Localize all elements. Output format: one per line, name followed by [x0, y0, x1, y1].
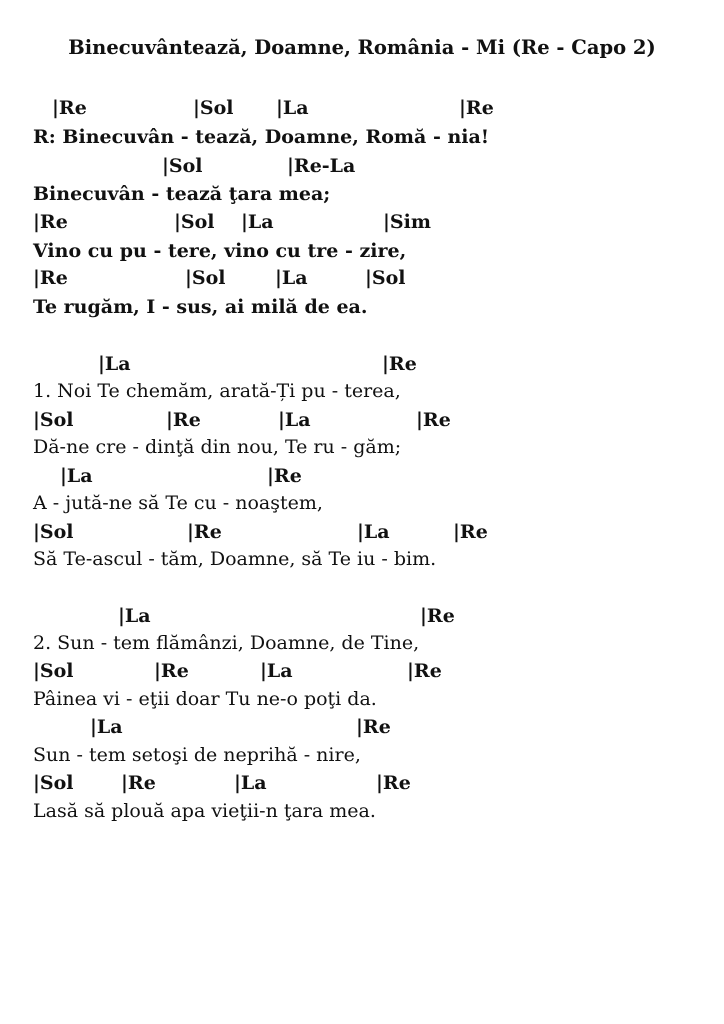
chord: |La — [278, 409, 311, 431]
chord: |La — [118, 605, 151, 627]
song-title: Binecuvântează, Doamne, România - Mi (Re - Capo 2) — [68, 36, 656, 59]
chord: |Sol — [33, 772, 74, 794]
chorus-lyric-line-4 — [0, 296, 724, 323]
chord: |Re — [459, 97, 494, 119]
chord: |La — [60, 465, 93, 487]
verse1-lyric-line-2 — [0, 436, 724, 463]
verse1-chord-line-2 — [0, 409, 724, 436]
chord: |Re — [166, 409, 201, 431]
chord: |Re — [52, 97, 87, 119]
chord: |Sol — [33, 409, 74, 431]
chorus-chord-line-2 — [0, 155, 724, 182]
chorus-lyric-line-2 — [0, 183, 724, 210]
chord: |La — [241, 211, 274, 233]
chord: |La — [90, 716, 123, 738]
chord: |Re — [187, 521, 222, 543]
verse1-chord-line-3 — [0, 465, 724, 492]
lyric-text: Te rugăm, I - sus, ai milă de ea. — [33, 296, 368, 318]
chord: |Re — [382, 353, 417, 375]
chord: |La — [276, 97, 309, 119]
chord: |La — [275, 267, 308, 289]
chord: |Re — [407, 660, 442, 682]
lyric-text: Pâinea vi - eţii doar Tu ne-o poţi da. — [33, 688, 377, 710]
chord: |Sol — [33, 521, 74, 543]
lyric-text: Binecuvân - tează ţara mea; — [33, 183, 331, 205]
verse1-lyric-line-3 — [0, 492, 724, 519]
chord: |Sol — [185, 267, 226, 289]
chord: |Re — [376, 772, 411, 794]
chorus-lyric-line-1 — [0, 126, 724, 153]
lyric-text: A - jută-ne să Te cu - noaştem, — [33, 492, 323, 514]
verse2-lyric-line-1 — [0, 632, 724, 659]
chord: |La — [234, 772, 267, 794]
chord: |La — [357, 521, 390, 543]
chord: |Re — [121, 772, 156, 794]
chorus-chord-line-4 — [0, 267, 724, 294]
verse1-lyric-line-1 — [0, 380, 724, 407]
verse1-lyric-line-4 — [0, 548, 724, 575]
chord: |Re — [356, 716, 391, 738]
verse2-lyric-line-2 — [0, 688, 724, 715]
chord: |Sol — [193, 97, 234, 119]
chord: |Re — [33, 267, 68, 289]
chord: |Sim — [383, 211, 431, 233]
lyric-text: Dă-ne cre - dinţă din nou, Te ru - găm; — [33, 436, 402, 458]
chord: |Re — [453, 521, 488, 543]
chord: |Re — [154, 660, 189, 682]
verse1-chord-line-4 — [0, 521, 724, 548]
chord: |Sol — [162, 155, 203, 177]
chord: |Re — [267, 465, 302, 487]
verse2-chord-line-2 — [0, 660, 724, 687]
chord: |Sol — [33, 660, 74, 682]
lyric-text: Sun - tem setoşi de neprihă - nire, — [33, 744, 361, 766]
chord: |Re-La — [287, 155, 356, 177]
chord: |La — [260, 660, 293, 682]
chorus-chord-line-1 — [0, 97, 724, 124]
verse2-chord-line-4 — [0, 772, 724, 799]
lyric-text: Vino cu pu - tere, vino cu tre - zire, — [33, 240, 407, 262]
chorus-chord-line-3 — [0, 211, 724, 238]
lyric-text: Să Te-ascul - tăm, Doamne, să Te iu - bim. — [33, 548, 437, 570]
lyric-text: 1. Noi Te chemăm, arată-Ți pu - terea, — [33, 380, 401, 402]
lyric-text: Lasă să plouă apa vieţii-n ţara mea. — [33, 800, 376, 822]
verse2-chord-line-1 — [0, 605, 724, 632]
chord: |Re — [33, 211, 68, 233]
chorus-lyric-line-3 — [0, 240, 724, 267]
lyric-text: R: Binecuvân - tează, Doamne, Romă - nia! — [33, 126, 490, 148]
chord: |La — [98, 353, 131, 375]
lyric-text: 2. Sun - tem flămânzi, Doamne, de Tine, — [33, 632, 420, 654]
chord: |Re — [420, 605, 455, 627]
chord: |Re — [416, 409, 451, 431]
chord: |Sol — [174, 211, 215, 233]
verse2-chord-line-3 — [0, 716, 724, 743]
verse2-lyric-line-4 — [0, 800, 724, 827]
chord: |Sol — [365, 267, 406, 289]
verse1-chord-line-1 — [0, 353, 724, 380]
verse2-lyric-line-3 — [0, 744, 724, 771]
